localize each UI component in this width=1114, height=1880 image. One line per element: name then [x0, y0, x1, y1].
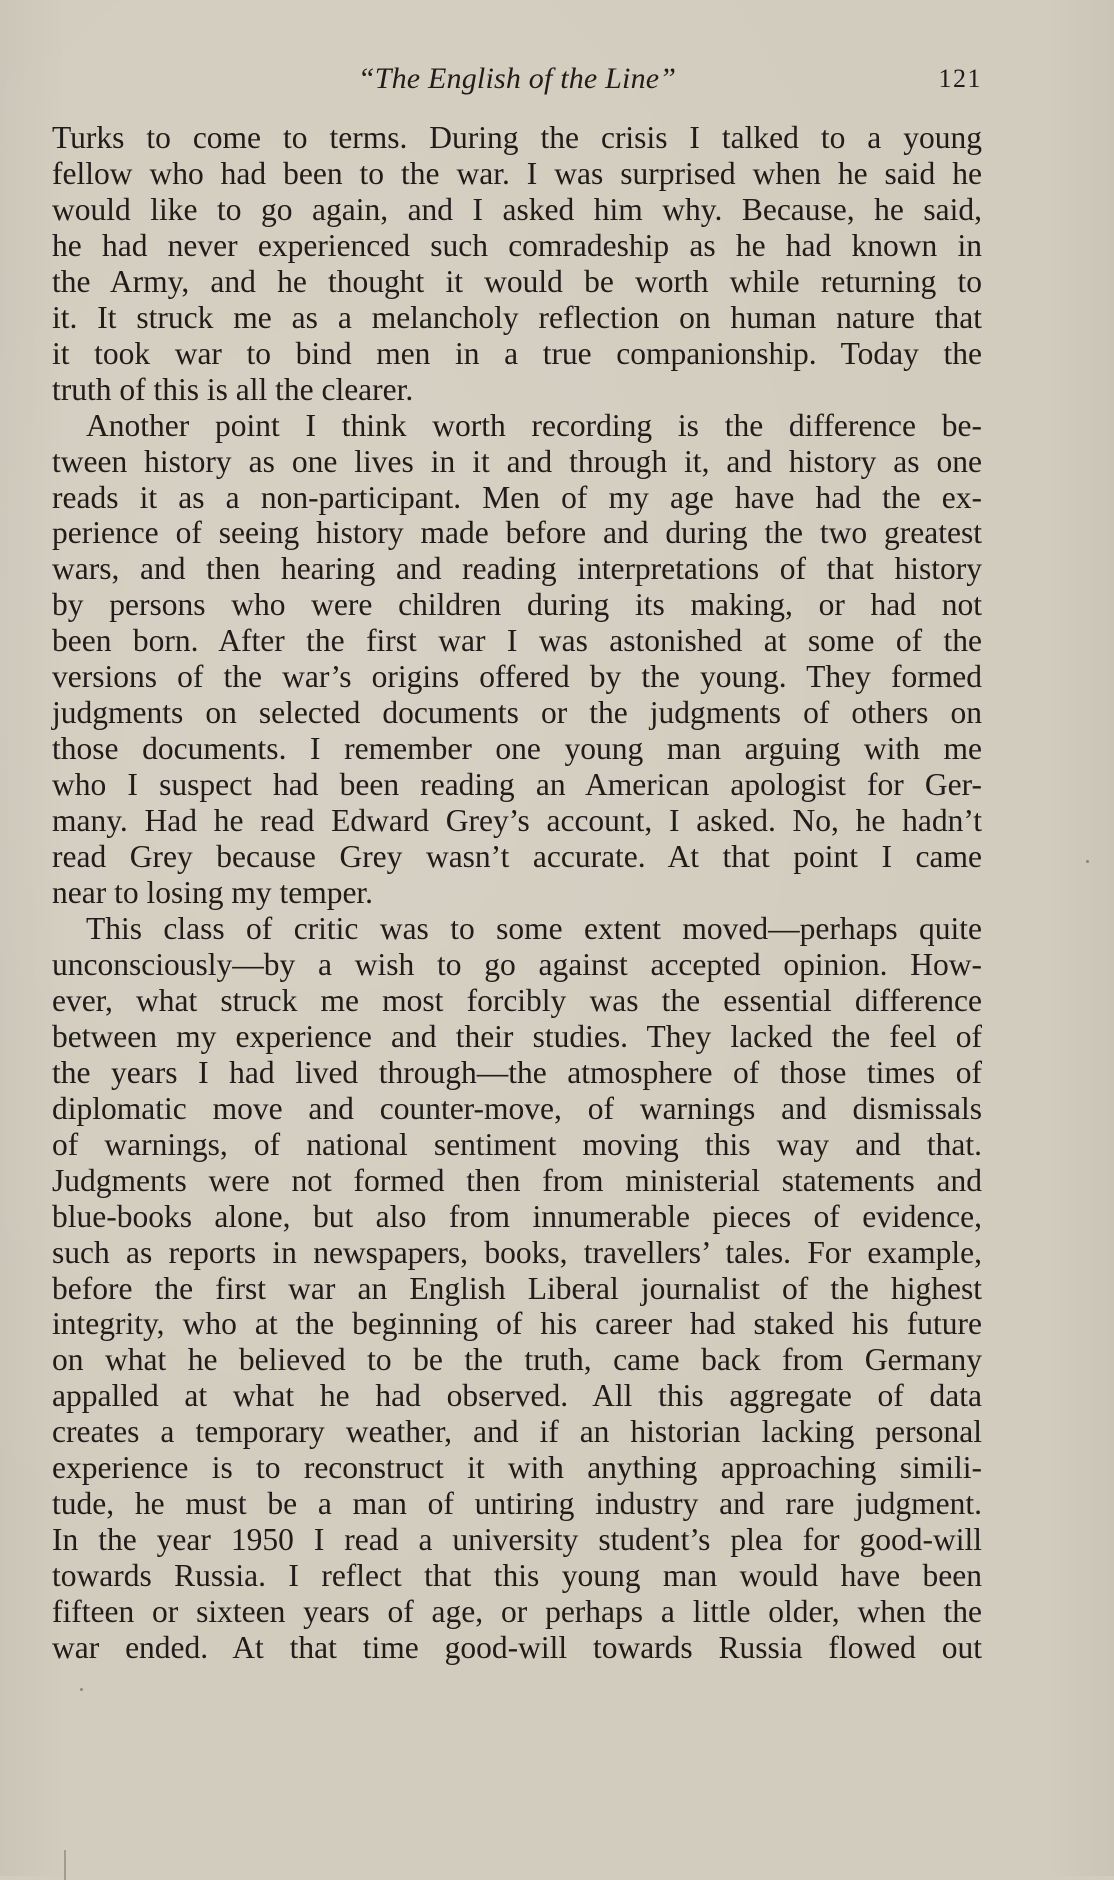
text-line: would like to go again, and I asked him why. Because, he said,: [52, 191, 982, 227]
text-line: judgments on selected documents or the judgments of others on: [52, 695, 982, 731]
text-line: many. Had he read Edward Grey’s account, I asked. No, he hadn’t: [52, 803, 982, 839]
text-line: appalled at what he had observed. All this aggregate of data: [52, 1378, 982, 1414]
text-line: those documents. I remember one young man arguing with me: [52, 731, 982, 767]
text-line: before the first war an English Liberal journalist of the highest: [52, 1270, 982, 1306]
text-line: tween history as one lives in it and through it, and history as one: [52, 443, 982, 479]
text-line: been born. After the first war I was astonished at some of the: [52, 623, 982, 659]
text-line: such as reports in newspapers, books, travellers’ tales. For example,: [52, 1234, 982, 1270]
page-number: 121: [938, 64, 982, 93]
text-line: ever, what struck me most forcibly was the essential difference: [52, 982, 982, 1018]
text-line: truth of this is all the clearer.: [52, 371, 414, 407]
text-line: he had never experienced such comradeship as he had known in: [52, 227, 982, 263]
text-line: war ended. At that time good-will towards Russia flowed out: [52, 1630, 982, 1666]
text-line: tude, he must be a man of untiring industry and rare judgment.: [52, 1486, 982, 1522]
text-line: In the year 1950 I read a university student’s plea for good-will: [52, 1522, 982, 1558]
paper-speck: [1086, 860, 1089, 863]
text-line: fellow who had been to the war. I was surprised when he said he: [52, 155, 982, 191]
text-line: integrity, who at the beginning of his career had staked his future: [52, 1306, 982, 1342]
text-line: the Army, and he thought it would be worth while returning to: [52, 263, 982, 299]
text-line: fifteen or sixteen years of age, or perhaps a little older, when the: [52, 1594, 982, 1630]
running-header: [52, 62, 982, 106]
text-line: experience is to reconstruct it with anything approaching simili-: [52, 1450, 982, 1486]
paper-speck: [80, 1688, 83, 1691]
paragraph-first-line: Another point I think worth recording is the difference be-: [86, 407, 982, 443]
text-line: read Grey because Grey wasn’t accurate. At that point I came: [52, 839, 982, 875]
text-line: diplomatic move and counter-move, of warnings and dismissals: [52, 1090, 982, 1126]
text-line: blue-books alone, but also from innumerable pieces of evidence,: [52, 1198, 982, 1234]
text-line: reads it as a non-participant. Men of my age have had the ex-: [52, 479, 982, 515]
text-line: unconsciously—by a wish to go against accepted opinion. How-: [52, 946, 982, 982]
text-line: wars, and then hearing and reading interpretations of that history: [52, 551, 982, 587]
paragraph-first-line: This class of critic was to some extent moved—perhaps quite: [86, 910, 982, 946]
body-text: [52, 120, 982, 1666]
text-line: between my experience and their studies. They lacked the feel of: [52, 1018, 982, 1054]
text-line: perience of seeing history made before and during the two greatest: [52, 515, 982, 551]
text-line: versions of the war’s origins offered by the young. They formed: [52, 659, 982, 695]
text-line: by persons who were children during its making, or had not: [52, 587, 982, 623]
text-line: of warnings, of national sentiment moving this way and that.: [52, 1126, 982, 1162]
text-line: Judgments were not formed then from ministerial statements and: [52, 1162, 982, 1198]
text-line: towards Russia. I reflect that this young man would have been: [52, 1558, 982, 1594]
text-line: who I suspect had been reading an American apologist for Ger-: [52, 767, 982, 803]
text-line: it took war to bind men in a true companionship. Today the: [52, 335, 982, 371]
text-line: the years I had lived through—the atmosphere of those times of: [52, 1054, 982, 1090]
running-title: “The English of the Line”: [357, 62, 677, 95]
text-line: near to losing my temper.: [52, 875, 374, 911]
text-line: it. It struck me as a melancholy reflection on human nature that: [52, 299, 982, 335]
text-line: creates a temporary weather, and if an historian lacking personal: [52, 1414, 982, 1450]
text-line: Turks to come to terms. During the crisis I talked to a young: [52, 120, 982, 155]
text-line: on what he believed to be the truth, came back from Germany: [52, 1342, 982, 1378]
